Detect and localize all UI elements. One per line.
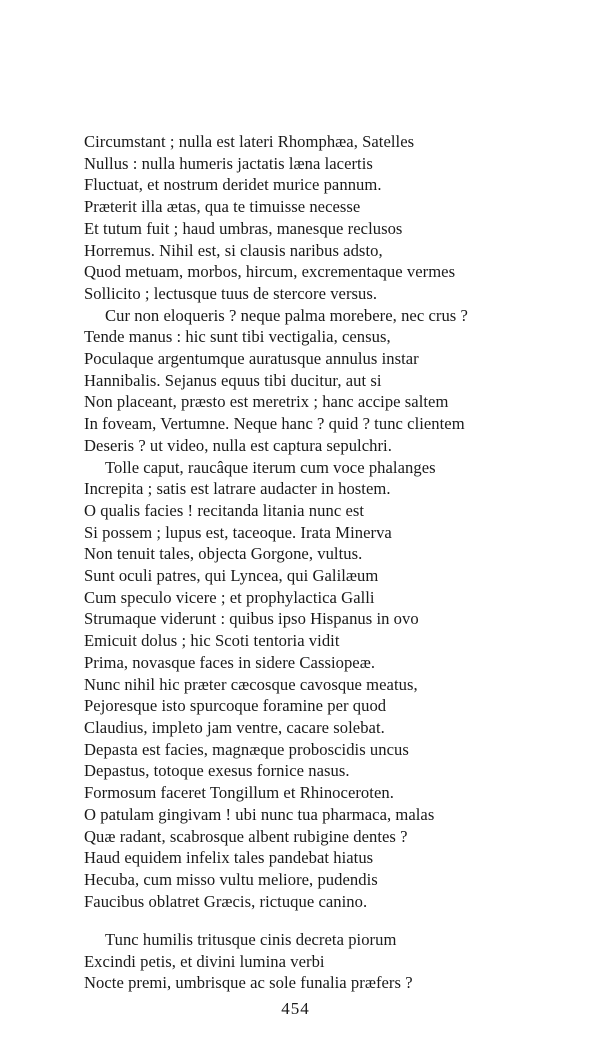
poem-line: Hannibalis. Sejanus equus tibi ducitur, aut si: [84, 370, 382, 390]
poem-line: Præterit illa ætas, qua te timuisse necesse: [84, 197, 361, 217]
poem-line: Excindi petis, et divini lumina verbi: [84, 951, 325, 971]
poem-line: Formosum faceret Tongillum et Rhinoceroten.: [84, 783, 394, 803]
poem-line: Strumaque viderunt : quibus ipso Hispanus in ovo: [84, 609, 419, 629]
poem-line: Nunc nihil hic præter cæcosque cavosque meatus,: [84, 674, 418, 694]
poem-line: Sunt oculi patres, qui Lyncea, qui Galilæum: [84, 566, 379, 586]
page-number: 454: [281, 999, 310, 1018]
poem-line: Nocte premi, umbrisque ac sole funalia præfers ?: [84, 973, 413, 993]
poem-line: Prima, novasque faces in sidere Cassiopeæ.: [84, 652, 376, 672]
poem-line: Faucibus oblatret Græcis, rictuque canino.: [84, 891, 368, 911]
poem-line: Cur non eloqueris ? neque palma morebere, nec crus ?: [105, 305, 468, 325]
poem-line: Haud equidem infelix tales pandebat hiatus: [84, 848, 374, 868]
poem-line: Depasta est facies, magnæque proboscidis uncus: [84, 739, 409, 759]
poem-line: Poculaque argentumque auratusque annulus instar: [84, 349, 419, 369]
poem-line: Et tutum fuit ; haud umbras, manesque reclusos: [84, 218, 403, 238]
poem-line: Quæ radant, scabrosque albent rubigine dentes ?: [84, 826, 408, 846]
poem-line: Si possem ; lupus est, taceoque. Irata Minerva: [84, 522, 392, 542]
poem-line: Increpita ; satis est latrare audacter in hostem.: [84, 479, 391, 499]
poem-line: Horremus. Nihil est, si clausis naribus adsto,: [84, 240, 383, 260]
poem-line: Pejoresque isto spurcoque foramine per quod: [84, 696, 387, 716]
poem-line: Sollicito ; lectusque tuus de stercore versus.: [84, 283, 378, 303]
poem-line: Fluctuat, et nostrum deridet murice pannum.: [84, 175, 382, 195]
poem-line: Cum speculo vicere ; et prophylactica Galli: [84, 587, 375, 607]
poem-line: Hecuba, cum misso vultu meliore, pudendis: [84, 869, 378, 889]
poem-line: Nullus : nulla humeris jactatis læna lacertis: [84, 153, 373, 173]
poem-line: Tende manus : hic sunt tibi vectigalia, census,: [84, 327, 391, 347]
poem-line: Deseris ? ut video, nulla est captura sepulchri.: [84, 435, 392, 455]
poem-stanza-2: [84, 929, 413, 994]
poem-line: Quod metuam, morbos, hircum, excrementaque vermes: [84, 262, 456, 282]
poem-line: Tunc humilis tritusque cinis decreta piorum: [105, 930, 397, 949]
poem-line: Emicuit dolus ; hic Scoti tentoria vidit: [84, 631, 340, 651]
poem-line: Depastus, totoque exesus fornice nasus.: [84, 761, 350, 781]
poem-line: Tolle caput, raucâque iterum cum voce phalanges: [105, 457, 436, 477]
poem-line: Claudius, impleto jam ventre, cacare solebat.: [84, 717, 385, 737]
poem-line: In foveam, Vertumne. Neque hanc ? quid ? tunc clientem: [84, 414, 465, 434]
poem-line: Circumstant ; nulla est lateri Rhomphæa, Satelles: [84, 132, 415, 151]
poem-line: Non tenuit tales, objecta Gorgone, vultus.: [84, 544, 363, 564]
poem-line: O patulam gingivam ! ubi nunc tua pharmaca, malas: [84, 804, 435, 824]
poem-line: Non placeant, præsto est meretrix ; hanc accipe saltem: [84, 392, 449, 412]
poem-stanza-1: [84, 131, 468, 912]
poem-line: O qualis facies ! recitanda litania nunc est: [84, 500, 365, 520]
